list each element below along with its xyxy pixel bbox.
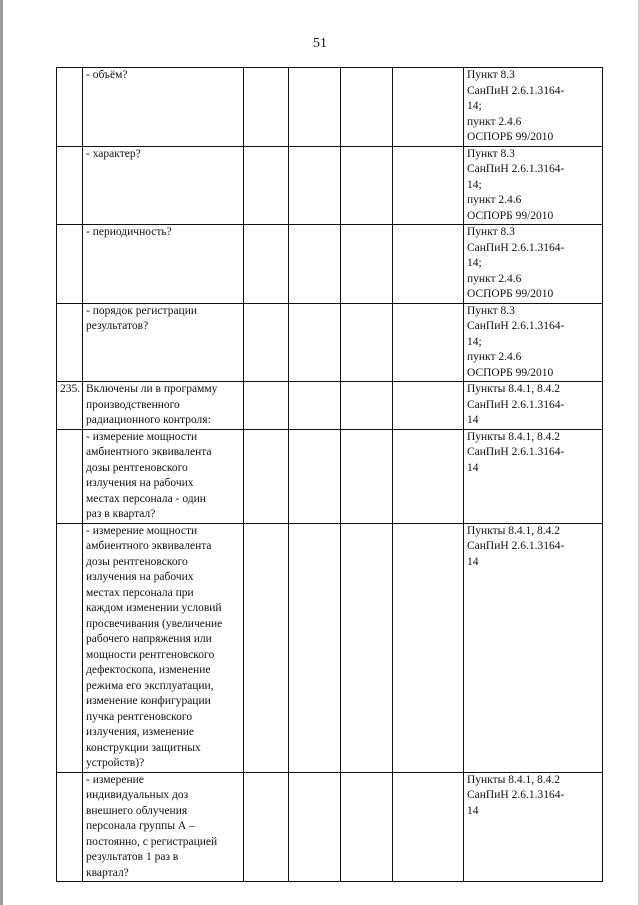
answer-yes-cell: [244, 303, 289, 382]
answer-yes-cell: [244, 225, 289, 304]
answer-na-cell: [341, 303, 393, 382]
answer-na-cell: [341, 68, 393, 147]
answer-yes-cell: [244, 523, 289, 772]
item-number-cell: [57, 429, 83, 523]
notes-cell: [393, 303, 464, 382]
answer-yes-cell: [244, 382, 289, 430]
legal-reference-cell: Пункты 8.4.1, 8.4.2 СанПиН 2.6.1.3164- 14: [464, 523, 603, 772]
question-cell: - измерение мощности амбиентного эквивалента дозы рентгеновского излучения на рабочих местах персонала при каждом изменении условий просвечивания (увеличение рабочего напряжения или мощности рентгеновского дефектоскопа, изменение режима его эксплуатации, изменение конфигурации пучка рентгеновского излучения, изменение конструкции защитных устройств)?: [83, 523, 244, 772]
table-row: [57, 523, 603, 772]
answer-no-cell: [289, 303, 341, 382]
answer-no-cell: [289, 382, 341, 430]
answer-no-cell: [289, 772, 341, 882]
notes-cell: [393, 429, 464, 523]
item-number-cell: [57, 303, 83, 382]
table-row: [57, 225, 603, 304]
answer-na-cell: [341, 772, 393, 882]
answer-na-cell: [341, 146, 393, 225]
legal-reference-cell: Пункты 8.4.1, 8.4.2 СанПиН 2.6.1.3164- 14: [464, 429, 603, 523]
question-cell: - периодичность?: [83, 225, 244, 304]
table-row: [57, 146, 603, 225]
answer-no-cell: [289, 225, 341, 304]
table-row: [57, 772, 603, 882]
table-row: [57, 68, 603, 147]
legal-reference-cell: Пункт 8.3 СанПиН 2.6.1.3164- 14; пункт 2.4.6 ОСПОРБ 99/2010: [464, 146, 603, 225]
legal-reference-cell: Пункт 8.3 СанПиН 2.6.1.3164- 14; пункт 2.4.6 ОСПОРБ 99/2010: [464, 225, 603, 304]
question-cell: - объём?: [83, 68, 244, 147]
item-number-cell: [57, 146, 83, 225]
answer-no-cell: [289, 68, 341, 147]
answer-na-cell: [341, 523, 393, 772]
question-cell: - порядок регистрации результатов?: [83, 303, 244, 382]
checklist-table: [56, 67, 603, 882]
question-cell: Включены ли в программу производственного радиационного контроля:: [83, 382, 244, 430]
notes-cell: [393, 772, 464, 882]
scan-left-edge: [0, 0, 3, 905]
question-cell: - измерение мощности амбиентного эквивалента дозы рентгеновского излучения на рабочих местах персонала - один раз в квартал?: [83, 429, 244, 523]
answer-yes-cell: [244, 146, 289, 225]
answer-na-cell: [341, 429, 393, 523]
notes-cell: [393, 523, 464, 772]
answer-na-cell: [341, 382, 393, 430]
answer-no-cell: [289, 523, 341, 772]
item-number-cell: [57, 225, 83, 304]
question-cell: - характер?: [83, 146, 244, 225]
item-number-cell: [57, 772, 83, 882]
notes-cell: [393, 68, 464, 147]
table-row: [57, 303, 603, 382]
answer-yes-cell: [244, 772, 289, 882]
answer-yes-cell: [244, 429, 289, 523]
answer-no-cell: [289, 146, 341, 225]
legal-reference-cell: Пункт 8.3 СанПиН 2.6.1.3164- 14; пункт 2.4.6 ОСПОРБ 99/2010: [464, 303, 603, 382]
legal-reference-cell: Пункты 8.4.1, 8.4.2 СанПиН 2.6.1.3164- 14: [464, 382, 603, 430]
page-number: 51: [313, 36, 327, 51]
legal-reference-cell: Пункты 8.4.1, 8.4.2 СанПиН 2.6.1.3164- 14: [464, 772, 603, 882]
answer-na-cell: [341, 225, 393, 304]
answer-no-cell: [289, 429, 341, 523]
notes-cell: [393, 146, 464, 225]
table-row: [57, 429, 603, 523]
answer-yes-cell: [244, 68, 289, 147]
notes-cell: [393, 225, 464, 304]
table-row: [57, 382, 603, 430]
item-number-cell: [57, 68, 83, 147]
item-number-cell: [57, 523, 83, 772]
notes-cell: [393, 382, 464, 430]
checklist-body: [57, 68, 603, 882]
item-number-cell: 235.: [57, 382, 83, 430]
question-cell: - измерение индивидуальных доз внешнего облучения персонала группы А – постоянно, с регистрацией результатов 1 раз в квартал?: [83, 772, 244, 882]
legal-reference-cell: Пункт 8.3 СанПиН 2.6.1.3164- 14; пункт 2.4.6 ОСПОРБ 99/2010: [464, 68, 603, 147]
